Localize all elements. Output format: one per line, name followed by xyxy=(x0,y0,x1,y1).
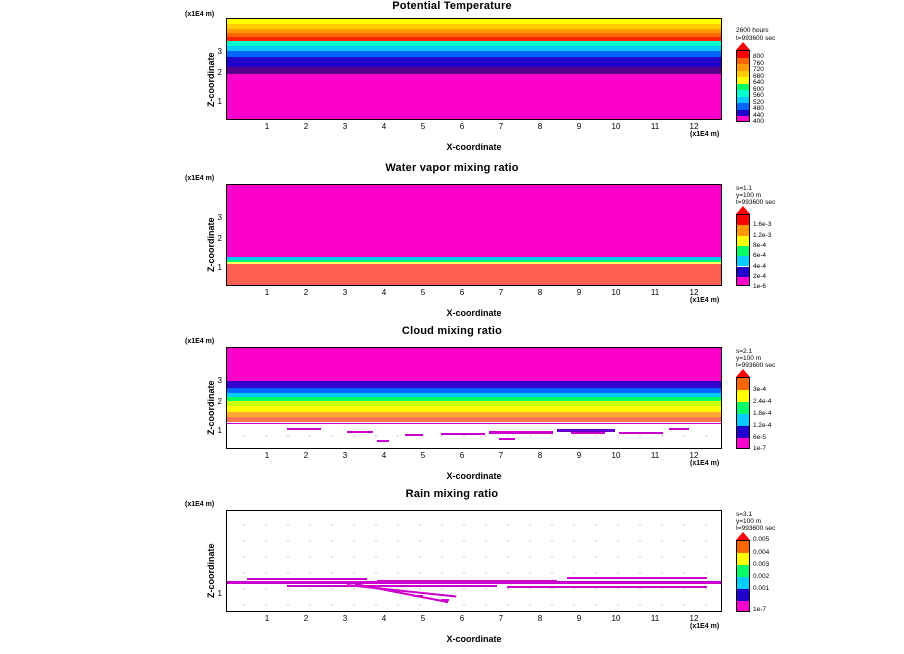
x-tick: 9 xyxy=(576,614,582,623)
y-tick: 1 xyxy=(217,97,222,106)
colorbar xyxy=(736,540,750,612)
plot-area xyxy=(226,347,722,449)
colorbar-tick: 520 xyxy=(753,99,764,106)
y-axis-unit: (x1E4 m) xyxy=(185,501,215,508)
colorbar-overflow-arrow xyxy=(736,206,750,214)
x-tick: 9 xyxy=(576,451,582,460)
colorbar-tick: 0.001 xyxy=(753,585,770,592)
x-tick: 8 xyxy=(537,614,543,623)
colorbar-tick: 600 xyxy=(753,86,764,93)
y-tick: 2 xyxy=(217,397,222,406)
x-tick: 6 xyxy=(459,122,465,131)
contour-speckle xyxy=(347,431,373,433)
x-tick: 7 xyxy=(498,122,504,131)
x-tick: 4 xyxy=(381,614,387,623)
colorbar-tick: 760 xyxy=(753,60,764,67)
y-axis-label: Z-coordinate xyxy=(206,543,216,598)
x-tick: 5 xyxy=(420,122,426,131)
contour-band xyxy=(507,586,707,588)
colorbar-tick: 1.6e-3 xyxy=(753,221,772,228)
x-axis-label: X-coordinate xyxy=(446,634,502,644)
x-axis-unit: (x1E4 m) xyxy=(690,460,720,467)
panel-potential-temperature xyxy=(0,0,904,160)
x-tick: 12 xyxy=(689,288,699,297)
contour-band xyxy=(227,57,721,67)
x-tick: 8 xyxy=(537,288,543,297)
y-axis-unit: (x1E4 m) xyxy=(185,11,215,18)
colorbar-tick: 2.4e-4 xyxy=(753,398,772,405)
chart-title: Rain mixing ratio xyxy=(405,488,499,500)
contour-speckle xyxy=(377,440,389,442)
colorbar-tick: 800 xyxy=(753,53,764,60)
y-axis-label: Z-coordinate xyxy=(206,52,216,107)
colorbar-tick: 0.004 xyxy=(753,549,770,556)
colorbar-tick: 1e-7 xyxy=(753,606,767,613)
y-tick: 2 xyxy=(217,68,222,77)
x-tick: 3 xyxy=(342,451,348,460)
colorbar-tick: 0.002 xyxy=(753,573,770,580)
contour-band xyxy=(227,264,721,286)
contour-band xyxy=(567,577,707,579)
contour-band xyxy=(247,578,367,580)
colorbar-tick: 0.003 xyxy=(753,561,770,568)
x-tick: 6 xyxy=(459,451,465,460)
contour-speckle xyxy=(441,599,449,601)
x-axis-label: X-coordinate xyxy=(446,142,502,152)
x-tick: 12 xyxy=(689,122,699,131)
colorbar-segment xyxy=(737,246,749,256)
contour-speckle xyxy=(287,428,321,430)
y-axis-label: Z-coordinate xyxy=(206,380,216,435)
x-tick: 11 xyxy=(650,451,660,460)
annotation: s=1.1 xyxy=(736,185,753,192)
colorbar-tick: 6e-4 xyxy=(753,252,767,259)
contour-band xyxy=(227,348,721,381)
annotation: y=100 m xyxy=(736,192,762,199)
panel-rain-mixing-ratio xyxy=(0,488,904,654)
colorbar-segment xyxy=(737,438,749,449)
contour-speckle xyxy=(571,432,605,434)
colorbar-segment xyxy=(737,116,749,122)
annotation: s=3.1 xyxy=(736,511,753,518)
x-tick: 5 xyxy=(420,614,426,623)
grid-dots xyxy=(227,422,721,449)
colorbar-tick: 8e-4 xyxy=(753,242,767,249)
x-tick: 7 xyxy=(498,288,504,297)
plot-area xyxy=(226,184,722,286)
x-tick: 2 xyxy=(303,288,309,297)
x-tick: 2 xyxy=(303,122,309,131)
x-tick: 10 xyxy=(611,122,621,131)
colorbar-tick: 0.005 xyxy=(753,536,770,543)
x-tick: 3 xyxy=(342,122,348,131)
chart-title: Cloud mixing ratio xyxy=(401,325,503,337)
colorbar-segment xyxy=(737,589,749,601)
contour-speckle xyxy=(405,434,423,436)
contour-speckle xyxy=(669,428,689,430)
y-tick: 3 xyxy=(217,47,222,56)
panel-cloud-mixing-ratio xyxy=(0,325,904,485)
x-tick: 11 xyxy=(650,122,660,131)
contour-band xyxy=(227,74,721,120)
colorbar-segment xyxy=(737,267,749,277)
grid-dots xyxy=(227,511,721,611)
colorbar-overflow-arrow xyxy=(736,532,750,540)
annotation: t=993600 sec xyxy=(736,525,776,532)
colorbar-segment xyxy=(737,277,749,286)
contour-band xyxy=(227,381,721,388)
annotation: t=993600 sec xyxy=(736,199,776,206)
colorbar-tick: 1.2e-4 xyxy=(753,422,772,429)
colorbar-tick: 2e-4 xyxy=(753,273,767,280)
x-tick: 12 xyxy=(689,451,699,460)
contour-speckle xyxy=(441,433,485,435)
y-tick: 1 xyxy=(217,426,222,435)
colorbar-segment xyxy=(737,215,749,225)
contour-band xyxy=(377,580,557,582)
y-axis-unit: (x1E4 m) xyxy=(185,338,215,345)
x-tick: 10 xyxy=(611,288,621,297)
x-tick: 3 xyxy=(342,614,348,623)
colorbar-tick: 720 xyxy=(753,66,764,73)
chart-title: Potential Temperature xyxy=(392,0,512,12)
contour-speckle xyxy=(499,438,515,440)
x-axis-unit: (x1E4 m) xyxy=(690,297,720,304)
y-axis-label: Z-coordinate xyxy=(206,217,216,272)
plot-area xyxy=(226,510,722,612)
x-tick: 6 xyxy=(459,614,465,623)
x-tick: 5 xyxy=(420,288,426,297)
x-tick: 10 xyxy=(611,451,621,460)
x-axis-label: X-coordinate xyxy=(446,308,502,318)
colorbar-segment xyxy=(737,414,749,426)
x-axis-unit: (x1E4 m) xyxy=(690,131,720,138)
colorbar xyxy=(736,377,750,449)
panel-water-vapor-mixing-ratio xyxy=(0,162,904,322)
x-tick: 8 xyxy=(537,451,543,460)
y-tick: 3 xyxy=(217,376,222,385)
x-tick: 1 xyxy=(264,451,270,460)
x-tick: 4 xyxy=(381,288,387,297)
annotation: y=100 m xyxy=(736,355,762,362)
x-tick: 3 xyxy=(342,288,348,297)
contour-band xyxy=(227,67,721,74)
x-axis-label: X-coordinate xyxy=(446,471,502,481)
x-tick: 4 xyxy=(381,122,387,131)
colorbar-tick: 480 xyxy=(753,105,764,112)
x-tick: 4 xyxy=(381,451,387,460)
contour-speckle xyxy=(489,431,553,434)
colorbar-tick: 1.2e-3 xyxy=(753,232,772,239)
colorbar-segment xyxy=(737,426,749,438)
x-tick: 9 xyxy=(576,288,582,297)
colorbar-segment xyxy=(737,236,749,246)
colorbar-tick: 3e-4 xyxy=(753,386,767,393)
colorbar-tick: 680 xyxy=(753,73,764,80)
x-tick: 11 xyxy=(650,288,660,297)
x-tick: 7 xyxy=(498,614,504,623)
colorbar xyxy=(736,50,750,122)
y-tick: 1 xyxy=(217,263,222,272)
colorbar-segment xyxy=(737,402,749,414)
plot-area xyxy=(226,18,722,120)
colorbar-segment xyxy=(737,601,749,612)
y-axis-unit: (x1E4 m) xyxy=(185,175,215,182)
contour-speckle xyxy=(619,432,663,434)
x-tick: 5 xyxy=(420,451,426,460)
colorbar-segment xyxy=(737,225,749,235)
colorbar-tick: 400 xyxy=(753,118,764,125)
contour-line xyxy=(227,423,721,424)
colorbar-segment xyxy=(737,553,749,565)
x-axis-unit: (x1E4 m) xyxy=(690,623,720,630)
colorbar-segment xyxy=(737,577,749,589)
x-tick: 8 xyxy=(537,122,543,131)
x-tick: 1 xyxy=(264,122,270,131)
contour-band xyxy=(287,585,497,587)
colorbar-tick: 1e-7 xyxy=(753,445,767,452)
colorbar-segment xyxy=(737,256,749,266)
annotation: y=100 m xyxy=(736,518,762,525)
colorbar-segment xyxy=(737,541,749,553)
y-tick: 2 xyxy=(217,234,222,243)
colorbar-tick: 440 xyxy=(753,112,764,119)
colorbar-tick: 1e-6 xyxy=(753,283,767,290)
annotation: t=993600 sec xyxy=(736,35,776,42)
colorbar-tick: 560 xyxy=(753,92,764,99)
x-tick: 1 xyxy=(264,614,270,623)
annotation: t=993600 sec xyxy=(736,362,776,369)
x-tick: 6 xyxy=(459,288,465,297)
y-tick: 1 xyxy=(217,589,222,598)
annotation: 2600 hours xyxy=(736,27,769,34)
colorbar-overflow-arrow xyxy=(736,369,750,377)
colorbar-tick: 1.8e-4 xyxy=(753,410,772,417)
colorbar-segment xyxy=(737,390,749,402)
x-tick: 11 xyxy=(650,614,660,623)
x-tick: 10 xyxy=(611,614,621,623)
colorbar-tick: 640 xyxy=(753,79,764,86)
contour-band xyxy=(227,185,721,257)
annotation: s=2.1 xyxy=(736,348,753,355)
x-tick: 12 xyxy=(689,614,699,623)
contour-speckle xyxy=(413,595,423,597)
x-tick: 2 xyxy=(303,451,309,460)
colorbar-overflow-arrow xyxy=(736,42,750,50)
colorbar-segment xyxy=(737,378,749,390)
x-tick: 1 xyxy=(264,288,270,297)
x-tick: 7 xyxy=(498,451,504,460)
y-tick: 3 xyxy=(217,213,222,222)
colorbar xyxy=(736,214,750,286)
chart-title: Water vapor mixing ratio xyxy=(385,162,519,174)
colorbar-segment xyxy=(737,565,749,577)
colorbar-tick: 4e-4 xyxy=(753,263,767,270)
x-tick: 9 xyxy=(576,122,582,131)
x-tick: 2 xyxy=(303,614,309,623)
colorbar-tick: 6e-5 xyxy=(753,434,767,441)
